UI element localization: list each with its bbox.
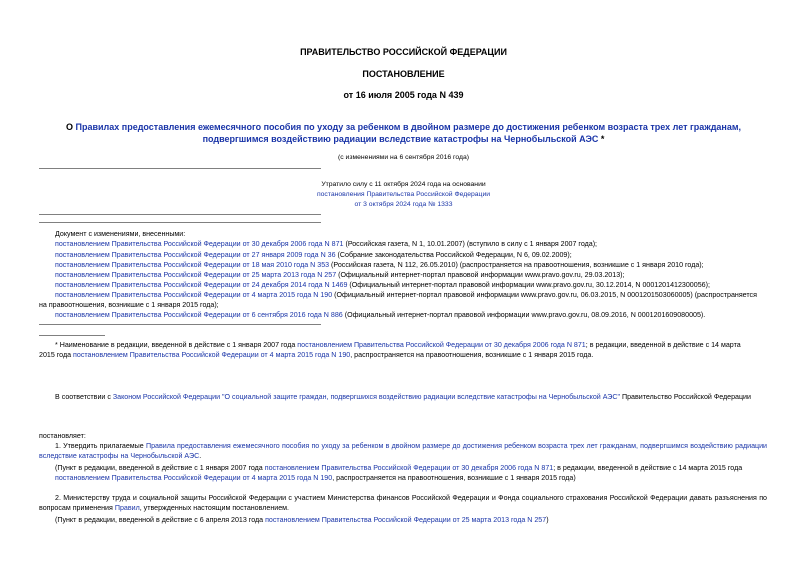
rules-short-link[interactable]: Правил (114, 503, 140, 512)
title-prefix: О (65, 122, 76, 132)
title-rules-link[interactable]: Правилах предоставления ежемесячного пособия по уходу за ребенком в двойном размере до достижения ребенком возраста трех лет гражданам, (75, 122, 742, 132)
title-rules-link-cont[interactable]: подвергшимся воздействию радиации вследствие катастрофы на Чернобыльской АЭС (202, 134, 599, 144)
amendment-link[interactable]: постановлением Правительства Российской Федерации от 24 декабря 2014 года N 1469 (55, 281, 348, 289)
divider (39, 168, 321, 169)
footnote-link-190[interactable]: постановлением Правительства Российской Федерации от 4 марта 2015 года N 190 (73, 351, 351, 359)
divider (39, 214, 321, 215)
amendment-source: (Официальный интернет-портал правовой информации www.pravo.gov.ru, 30.12.2014, N 0001201412300056); (347, 281, 710, 289)
footnote-divider (39, 335, 105, 336)
rules-link[interactable]: Правила предоставления ежемесячного пособия по уходу за ребенком в двойном размере до достижения ребенком возраста трех лет гражданам, подвергшимся воздействию радиации вследствие катастрофы на Чернобыльской АЭС (39, 442, 768, 460)
note-link-871[interactable]: постановлением Правительства Российской Федерации от 30 декабря 2006 года N 871 (264, 464, 554, 472)
note-text: ; в редакции, введенной в действие с 14 марта 2015 года (553, 464, 743, 472)
amendment-item (55, 261, 704, 270)
expired-link-2-row (0, 201, 807, 208)
preamble-text: В соответствии с (55, 393, 113, 401)
footnote-text: , распространяется на правоотношения, возникшие с 1 января 2015 года. (350, 351, 594, 359)
divider (39, 324, 321, 325)
document-title (0, 121, 807, 133)
preamble (55, 393, 751, 402)
item-2-note (55, 516, 549, 525)
item-2 (39, 494, 767, 513)
item-1-text: . (199, 451, 202, 460)
item-2-text: 2. Министерству труда и социальной защиты Российской Федерации с участием Министерства финансов Российской Федерации и Фонда социального страхования Российской Федерации давать разъяснения по вопросам применения (39, 494, 767, 512)
note-link-190[interactable]: постановлением Правительства Российской Федерации от 4 марта 2015 года N 190 (55, 474, 333, 482)
expired-decree-link[interactable]: постановления Правительства Российской Федерации (316, 191, 491, 198)
preamble-text: Правительство Российской Федерации (620, 393, 751, 401)
changes-note: (с изменениями на 6 сентября 2016 года) (338, 154, 469, 161)
item-2-text: , утвержденных настоящим постановлением. (139, 503, 289, 512)
amendment-link[interactable]: постановлением Правительства Российской Федерации от 27 января 2009 года N 36 (55, 251, 336, 259)
amendment-link[interactable]: постановлением Правительства Российской Федерации от 25 марта 2013 года N 257 (55, 271, 337, 279)
amendment-item (55, 271, 624, 280)
note-text: ) (546, 516, 549, 524)
footnote-line2 (39, 351, 593, 360)
amendment-item (55, 251, 572, 260)
amendment-link[interactable]: постановлением Правительства Российской Федерации от 18 мая 2010 года N 353 (55, 261, 330, 269)
item-1-text: 1. Утвердить прилагаемые (55, 442, 146, 450)
amendment-link[interactable]: постановлением Правительства Российской Федерации от 4 марта 2015 года N 190 (55, 291, 333, 299)
note-link-257[interactable]: постановлением Правительства Российской Федерации от 25 марта 2013 года N 257 (265, 516, 547, 524)
amendment-source: (Собрание законодательства Российской Федерации, N 6, 09.02.2009); (335, 251, 572, 259)
divider (39, 222, 321, 223)
title-footnote-mark: * (598, 134, 605, 144)
item-1-note-line2 (55, 474, 576, 483)
amendment-source: (Российская газета, N 112, 26.05.2010) (распространяется на правоотношения, возникшие с 1 января 2010 года); (329, 261, 704, 269)
footnote-text: 2015 года (39, 351, 74, 359)
amendment-item (55, 291, 757, 300)
note-text: (Пункт в редакции, введенной в действие с 6 апреля 2013 года (55, 516, 266, 524)
footnote-line1 (55, 341, 741, 350)
document-date-number: от 16 июля 2005 года N 439 (343, 90, 464, 100)
amendment-item-continued: на правоотношения, возникшие с 1 января 2015 года); (39, 301, 219, 309)
amendment-source: (Российская газета, N 1, 10.01.2007) (вступило в силу с 1 января 2007 года); (343, 240, 598, 248)
note-text: , распространяется на правоотношения, возникшие с 1 января 2015 года) (332, 474, 576, 482)
amendment-source: (Официальный интернет-портал правовой информации www.pravo.gov.ru, 29.03.2013); (336, 271, 625, 279)
amendment-item (55, 311, 705, 320)
note-text: (Пункт в редакции, введенной в действие с 1 января 2007 года (55, 464, 265, 472)
item-1-note-line1 (55, 464, 742, 473)
amendment-item (55, 240, 597, 249)
document-type: ПОСТАНОВЛЕНИЕ (362, 69, 445, 79)
amendment-item (55, 281, 710, 290)
expired-link-1-row (0, 191, 807, 198)
item-1 (39, 442, 767, 461)
amendment-source: (Официальный интернет-портал правовой информации www.pravo.gov.ru, 06.03.2015, N 0001201503060005) (распространяется (332, 291, 757, 299)
expired-notice: Утратило силу с 11 октября 2024 года на основании (321, 181, 486, 188)
document-title-line2 (0, 133, 807, 145)
amendment-link[interactable]: постановлением Правительства Российской Федерации от 30 декабря 2006 года N 871 (55, 240, 344, 248)
government-heading: ПРАВИТЕЛЬСТВО РОССИЙСКОЙ ФЕДЕРАЦИИ (300, 47, 507, 57)
footnote-text: ; в редакции, введенной в действие с 14 марта (585, 341, 741, 349)
footnote-link-871[interactable]: постановлением Правительства Российской Федерации от 30 декабря 2006 года N 871 (297, 341, 586, 349)
footnote-text: * Наименование в редакции, введенной в действие с 1 января 2007 года (55, 341, 298, 349)
amendments-intro: Документ с изменениями, внесенными: (55, 230, 186, 238)
resolves-word: постановляет: (39, 432, 86, 440)
amendment-source: (Официальный интернет-портал правовой информации www.pravo.gov.ru, 08.09.2016, N 0001201609080005). (342, 311, 706, 319)
expired-decree-date-link[interactable]: от 3 октября 2024 года № 1333 (354, 201, 453, 208)
law-link[interactable]: Законом Российской Федерации "О социальной защите граждан, подвергшихся воздействию радиации вследствие катастрофы на Чернобыльской АЭС" (112, 393, 621, 401)
amendment-link[interactable]: постановлением Правительства Российской Федерации от 6 сентября 2016 года N 886 (55, 311, 343, 319)
